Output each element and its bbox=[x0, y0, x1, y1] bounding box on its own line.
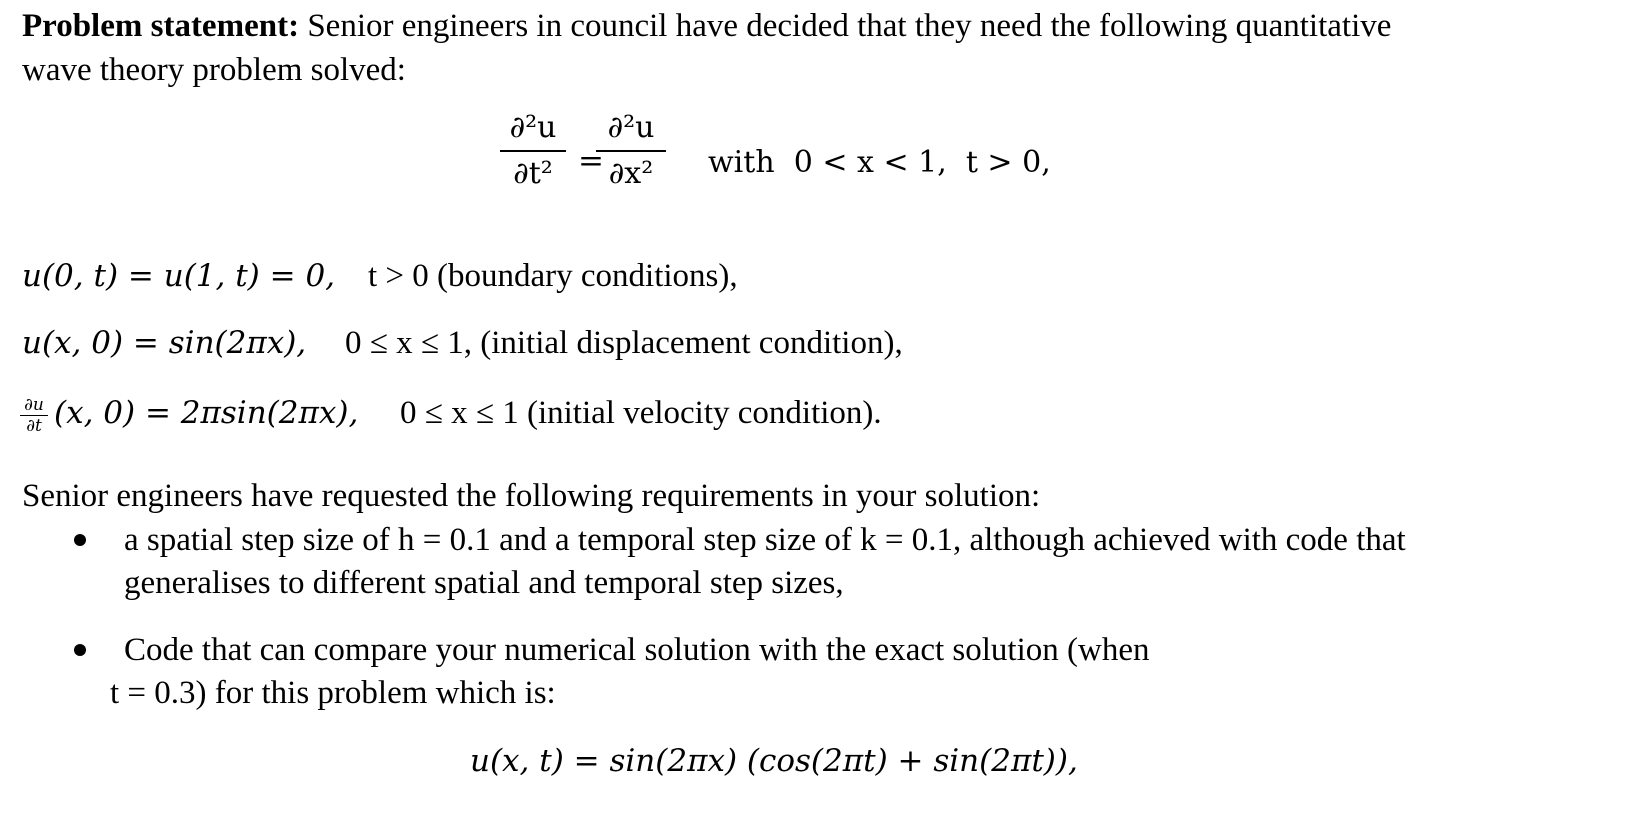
bullet-icon bbox=[74, 534, 86, 546]
requirement-1-line-1: a spatial step size of h = 0.1 and a temporal step size of k = 0.1, although achieved with code that bbox=[124, 522, 1406, 558]
pde-rhs-fraction bbox=[596, 110, 666, 192]
requirements-intro: Senior engineers have requested the following requirements in your solution: bbox=[22, 478, 1041, 514]
velocity-frac-denominator: ∂t bbox=[26, 416, 42, 436]
problem-intro-text: Senior engineers in council have decided that they need the following quantitative bbox=[307, 8, 1392, 44]
requirement-1-line-2: generalises to different spatial and temporal step sizes, bbox=[124, 565, 844, 601]
exact-solution: u(x, t) = sin(2πx) (cos(2πt) + sin(2πt)), bbox=[470, 743, 1078, 779]
problem-heading: Problem statement: bbox=[22, 8, 300, 44]
pde-rhs-numerator: ∂²u bbox=[607, 110, 655, 145]
pde-rhs-bar bbox=[596, 150, 666, 152]
pde-lhs-numerator: ∂²u bbox=[509, 110, 557, 145]
pde-lhs-denominator: ∂t² bbox=[513, 156, 553, 191]
pde-lhs-bar bbox=[500, 150, 566, 152]
velocity-derivative-fraction bbox=[20, 396, 48, 435]
pde-domain: with 0 < x < 1, t > 0, bbox=[708, 145, 1051, 180]
pde-rhs-denominator: ∂x² bbox=[608, 156, 654, 191]
problem-intro-line-1 bbox=[22, 6, 1391, 46]
initial-displacement-math: u(x, 0) = sin(2πx), bbox=[22, 325, 307, 361]
pde-equals: = bbox=[578, 143, 604, 179]
boundary-condition-math: u(0, t) = u(1, t) = 0, bbox=[22, 258, 336, 294]
pde-lhs-fraction bbox=[500, 110, 566, 192]
boundary-condition-text: t > 0 (boundary conditions), bbox=[368, 258, 738, 294]
velocity-frac-numerator: ∂u bbox=[24, 395, 44, 415]
requirement-2-line-1: Code that can compare your numerical solution with the exact solution (when bbox=[124, 632, 1150, 668]
requirement-2-line-2: t = 0.3) for this problem which is: bbox=[110, 675, 556, 711]
problem-intro-line-2: wave theory problem solved: bbox=[22, 52, 406, 88]
bullet-icon bbox=[74, 644, 86, 656]
initial-displacement-text: 0 ≤ x ≤ 1, (initial displacement condition), bbox=[345, 325, 903, 361]
initial-velocity-math: (x, 0) = 2πsin(2πx), bbox=[54, 395, 359, 431]
initial-velocity-text: 0 ≤ x ≤ 1 (initial velocity condition). bbox=[400, 395, 882, 431]
